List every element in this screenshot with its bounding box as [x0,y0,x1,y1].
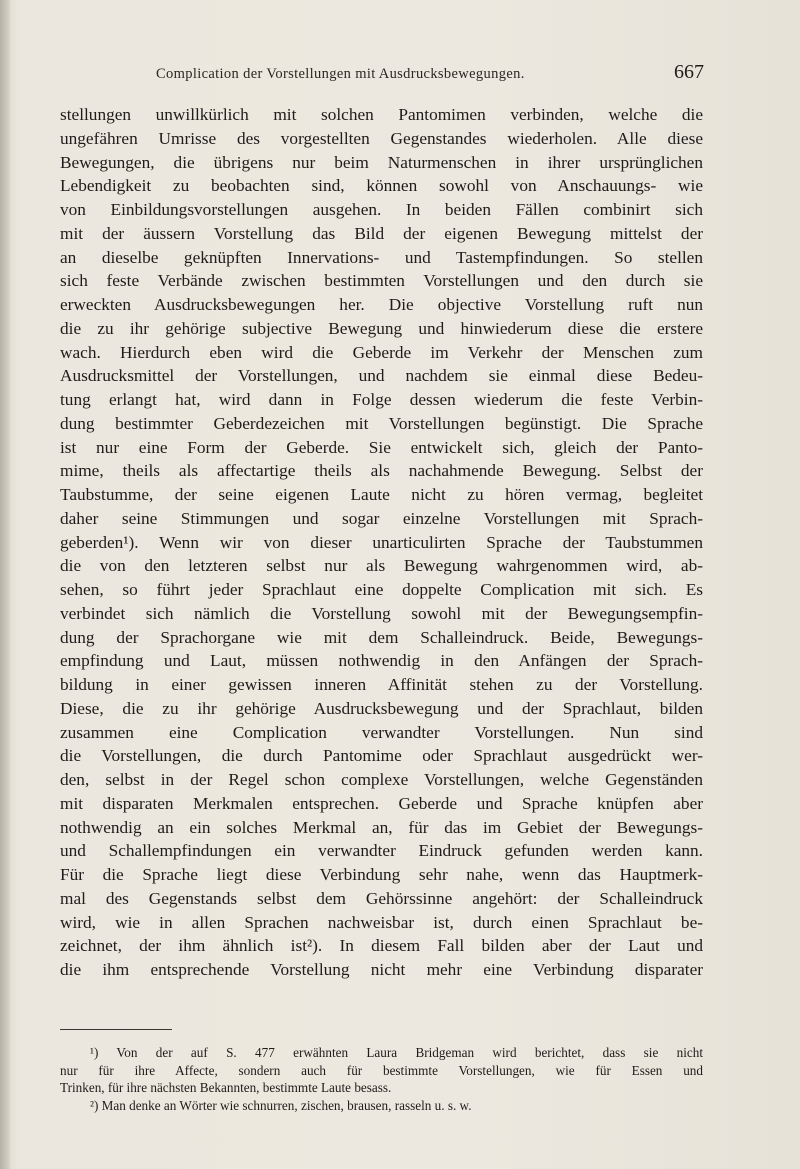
text-line: zeichnet, der ihm ähnlich ist²). In diesem Fall bilden aber der Laut und [60,936,703,956]
page-binding-edge [0,0,10,1169]
text-line: und Schallempfindungen ein verwandter Eindruck gefunden werden kann. [60,841,703,861]
text-line: sich feste Verbände zwischen bestimmten Vorstellungen und den durch sie [60,271,703,291]
text-line: mit der äussern Vorstellung das Bild der eigenen Bewegung mittelst der [60,223,703,243]
footnotes [60,1044,703,1114]
text-line: dung bestimmter Geberdezeichen mit Vorstellungen begünstigt. Die Sprache [60,413,703,433]
text-line: die ihm entsprechende Vorstellung nicht mehr eine Verbindung disparater [60,960,703,979]
footnote-line: ¹) Von der auf S. 477 erwähnten Laura Bridgeman wird berichtet, dass sie nicht [90,1045,703,1060]
footnote-line: Trinken, für ihre nächsten Bekannten, bestimmte Laute besass. [60,1080,392,1095]
footnote-line: ²) Man denke an Wörter wie schnurren, zischen, brausen, rasseln u. s. w. [90,1097,472,1113]
text-line: mime, theils als affectartige theils als nachahmende Bewegung. Selbst der [60,461,703,481]
text-line: den, selbst in der Regel schon complexe Vorstellungen, welche Gegenständen [60,770,703,789]
text-line: sehen, so führt jeder Sprachlaut eine doppelte Complication mit sich. Es [60,580,703,599]
text-line: mal des Gegenstands selbst dem Gehörssinne angehört: der Schalleindruck [60,888,703,908]
running-head: Complication der Vorstellungen mit Ausdrucksbewegungen. [156,66,525,82]
page-header [60,62,704,90]
text-line: Bewegungen, die übrigens nur beim Naturmenschen in ihrer ursprünglichen [60,152,703,172]
text-line: mit disparaten Merkmalen entsprechen. Geberde und Sprache knüpfen aber [60,793,703,813]
text-line: die zu ihr gehörige subjective Bewegung und hinwiederum diese die erstere [60,318,703,338]
text-line: wach. Hierdurch eben wird die Geberde im Verkehr der Menschen zum [60,342,703,362]
footnote-rule [60,1029,172,1030]
text-line: ist nur eine Form der Geberde. Sie entwickelt sich, gleich der Panto- [60,437,703,457]
text-line: tung erlangt hat, wird dann in Folge dessen wiederum die feste Verbin- [60,390,703,409]
text-line: verbindet sich nämlich die Vorstellung sowohl mit der Bewegungsempfin- [60,603,703,623]
text-line: von Einbildungsvorstellungen ausgehen. In beiden Fällen combinirt sich [60,200,703,219]
text-line: nothwendig an ein solches Merkmal an, für das im Gebiet der Bewegungs- [60,817,703,837]
text-line: Diese, die zu ihr gehörige Ausdrucksbewegung und der Sprachlaut, bilden [60,698,703,718]
footnote-line: nur für ihre Affecte, sondern auch für bestimmte Vorstellungen, wie für Essen und [60,1062,703,1078]
text-line: bildung in einer gewissen inneren Affinität stehen zu der Vorstellung. [60,675,703,694]
text-line: geberden¹). Wenn wir von dieser unarticulirten Sprache der Taubstummen [60,532,703,552]
text-line: die Vorstellungen, die durch Pantomime oder Sprachlaut ausgedrückt wer- [60,746,703,766]
text-line: Lebendigkeit zu beobachten sind, können sowohl von Anschauungs- wie [60,176,703,196]
text-line: empfindung und Laut, müssen nothwendig in den Anfängen der Sprach- [60,651,703,671]
text-line: dung der Sprachorgane wie mit dem Schalleindruck. Beide, Bewegungs- [60,627,703,647]
text-line: stellungen unwillkürlich mit solchen Pantomimen verbinden, welche die [60,105,703,124]
text-line: erweckten Ausdrucksbewegungen her. Die objective Vorstellung ruft nun [60,295,703,314]
text-line: ungefähren Umrisse des vorgestellten Gegenstandes wiederholen. Alle diese [60,128,703,148]
text-line: wird, wie in allen Sprachen nachweisbar ist, durch einen Sprachlaut be- [60,912,703,932]
page-number: 667 [674,61,704,83]
text-line: daher seine Stimmungen und sogar einzelne Vorstellungen mit Sprach- [60,508,703,528]
text-line: Für die Sprache liegt diese Verbindung sehr nahe, wenn das Hauptmerk- [60,865,703,884]
text-line: die von den letzteren selbst nur als Bewegung wahrgenommen wird, ab- [60,556,703,576]
text-line: zusammen eine Complication verwandter Vorstellungen. Nun sind [60,722,703,742]
text-line: an dieselbe geknüpften Innervations- und Tastempfindungen. So stellen [60,247,703,267]
text-line: Taubstumme, der seine eigenen Laute nicht zu hören vermag, begleitet [60,485,703,504]
text-line: Ausdrucksmittel der Vorstellungen, und nachdem sie einmal diese Bedeu- [60,366,703,386]
main-text [60,103,703,982]
